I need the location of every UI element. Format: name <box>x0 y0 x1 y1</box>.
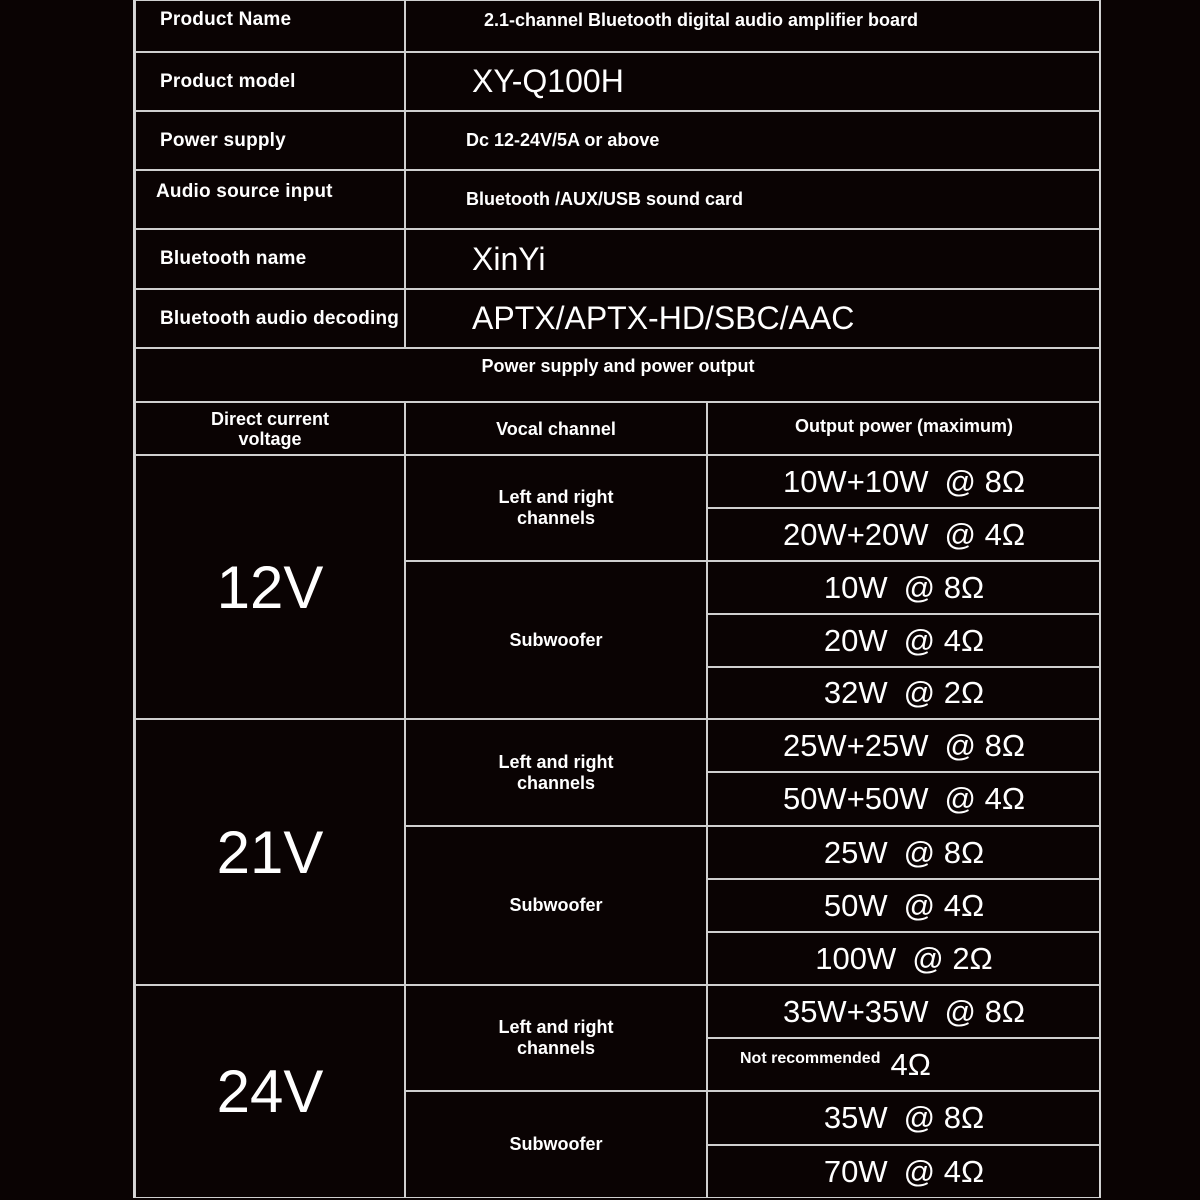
header-voltage-cell <box>135 402 405 455</box>
load-value: @ 8Ω <box>944 993 1026 1029</box>
power-value: 50W+50W <box>782 781 929 816</box>
voltage-value: 12V <box>216 553 324 621</box>
header-output-cell <box>707 402 1101 455</box>
power-value: 100W <box>815 940 897 976</box>
load-value: @ 4Ω <box>903 622 985 658</box>
load-value: @ 8Ω <box>903 1100 985 1135</box>
voltage-cell <box>135 455 405 719</box>
load-value: @ 4Ω <box>944 516 1026 552</box>
power-row <box>707 614 1101 667</box>
load-value: @ 8Ω <box>903 834 985 870</box>
sub-channel-cell <box>405 826 707 985</box>
spec-label: Product model <box>160 70 296 92</box>
spec-value-cell <box>405 170 1101 229</box>
lr-channel-label: Left and right channels <box>498 487 614 528</box>
load-value: @ 8Ω <box>903 569 985 605</box>
header-channel: Vocal channel <box>496 418 616 439</box>
lr-channel-label: Left and right channels <box>498 751 614 793</box>
voltage-value: 21V <box>216 818 324 886</box>
spec-value-cell <box>405 111 1101 170</box>
spec-value: 2.1-channel Bluetooth digital audio amplifier board <box>484 9 919 30</box>
lr-channel-cell <box>405 985 707 1091</box>
power-row <box>707 561 1101 614</box>
power-row <box>707 985 1101 1038</box>
power-value: 10W+10W <box>782 463 929 499</box>
spec-sheet <box>133 0 1101 1198</box>
spec-label-cell <box>135 289 405 348</box>
load-value: @ 4Ω <box>903 1153 985 1189</box>
power-row <box>707 719 1101 772</box>
spec-label: Bluetooth audio decoding <box>160 307 400 329</box>
sub-channel-cell <box>405 561 707 719</box>
load-value: @ 8Ω <box>944 463 1026 499</box>
power-value: 25W <box>823 834 888 870</box>
spec-label: Power supply <box>160 129 286 151</box>
spec-label-cell <box>135 111 405 170</box>
power-row <box>707 667 1101 719</box>
power-value: 25W+25W <box>782 727 929 763</box>
power-value: 50W <box>823 887 888 923</box>
power-value: 32W <box>823 675 888 710</box>
spec-value: XinYi <box>472 240 546 277</box>
power-row <box>707 1145 1101 1198</box>
power-row <box>707 772 1101 826</box>
power-row <box>707 932 1101 985</box>
lr-channel-label: Left and right channels <box>498 1017 614 1058</box>
voltage-cell <box>135 719 405 985</box>
spec-label-cell <box>135 170 405 229</box>
power-row <box>707 879 1101 932</box>
spec-value-cell <box>405 289 1101 348</box>
sub-channel-label: Subwoofer <box>509 1134 603 1154</box>
sub-channel-cell <box>405 1091 707 1198</box>
spec-value: Dc 12-24V/5A or above <box>466 130 660 150</box>
load-value: @ 8Ω <box>944 727 1026 763</box>
spec-label: Bluetooth name <box>160 248 307 269</box>
spec-label-cell <box>135 0 405 52</box>
power-row <box>707 1091 1101 1145</box>
load-value: @ 4Ω <box>903 887 985 923</box>
power-value: 20W+20W <box>782 516 929 552</box>
spec-value-cell <box>405 52 1101 111</box>
spec-value: Bluetooth /AUX/USB sound card <box>466 189 744 209</box>
spec-value: XY-Q100H <box>472 63 624 99</box>
voltage-cell <box>135 985 405 1198</box>
sub-channel-label: Subwoofer <box>509 895 603 915</box>
power-row <box>707 455 1101 508</box>
spec-value-cell <box>405 229 1101 289</box>
spec-label-cell <box>135 52 405 111</box>
spec-label: Audio source input <box>156 180 333 202</box>
power-value: 20W <box>823 622 888 658</box>
header-output: Output power (maximum) <box>794 415 1013 436</box>
sub-channel-label: Subwoofer <box>509 629 603 650</box>
spec-label-cell <box>135 229 405 289</box>
power-row <box>707 508 1101 561</box>
spec-value: APTX/APTX-HD/SBC/AAC <box>472 300 855 336</box>
power-value: 70W <box>823 1153 888 1189</box>
load-value: @ 2Ω <box>903 675 985 710</box>
voltage-value: 24V <box>216 1058 324 1125</box>
power-row-not-recommended <box>707 1038 1101 1091</box>
spec-label: Product Name <box>160 9 292 30</box>
power-value: 35W+35W <box>782 993 929 1029</box>
load-value: 4Ω <box>890 1046 931 1082</box>
power-value: 35W <box>823 1100 888 1135</box>
header-channel-cell <box>405 402 707 455</box>
spec-value-cell <box>405 0 1101 52</box>
power-value: 10W <box>823 569 888 605</box>
load-value: @ 4Ω <box>944 781 1026 816</box>
lr-channel-cell <box>405 455 707 561</box>
power-row <box>707 826 1101 879</box>
section-title-cell <box>135 348 1101 402</box>
section-title: Power supply and power output <box>481 356 755 376</box>
not-recommended-note: Not recommended <box>740 1049 881 1067</box>
lr-channel-cell <box>405 719 707 826</box>
header-voltage: Direct current voltage <box>210 408 330 449</box>
load-value: @ 2Ω <box>912 940 993 976</box>
